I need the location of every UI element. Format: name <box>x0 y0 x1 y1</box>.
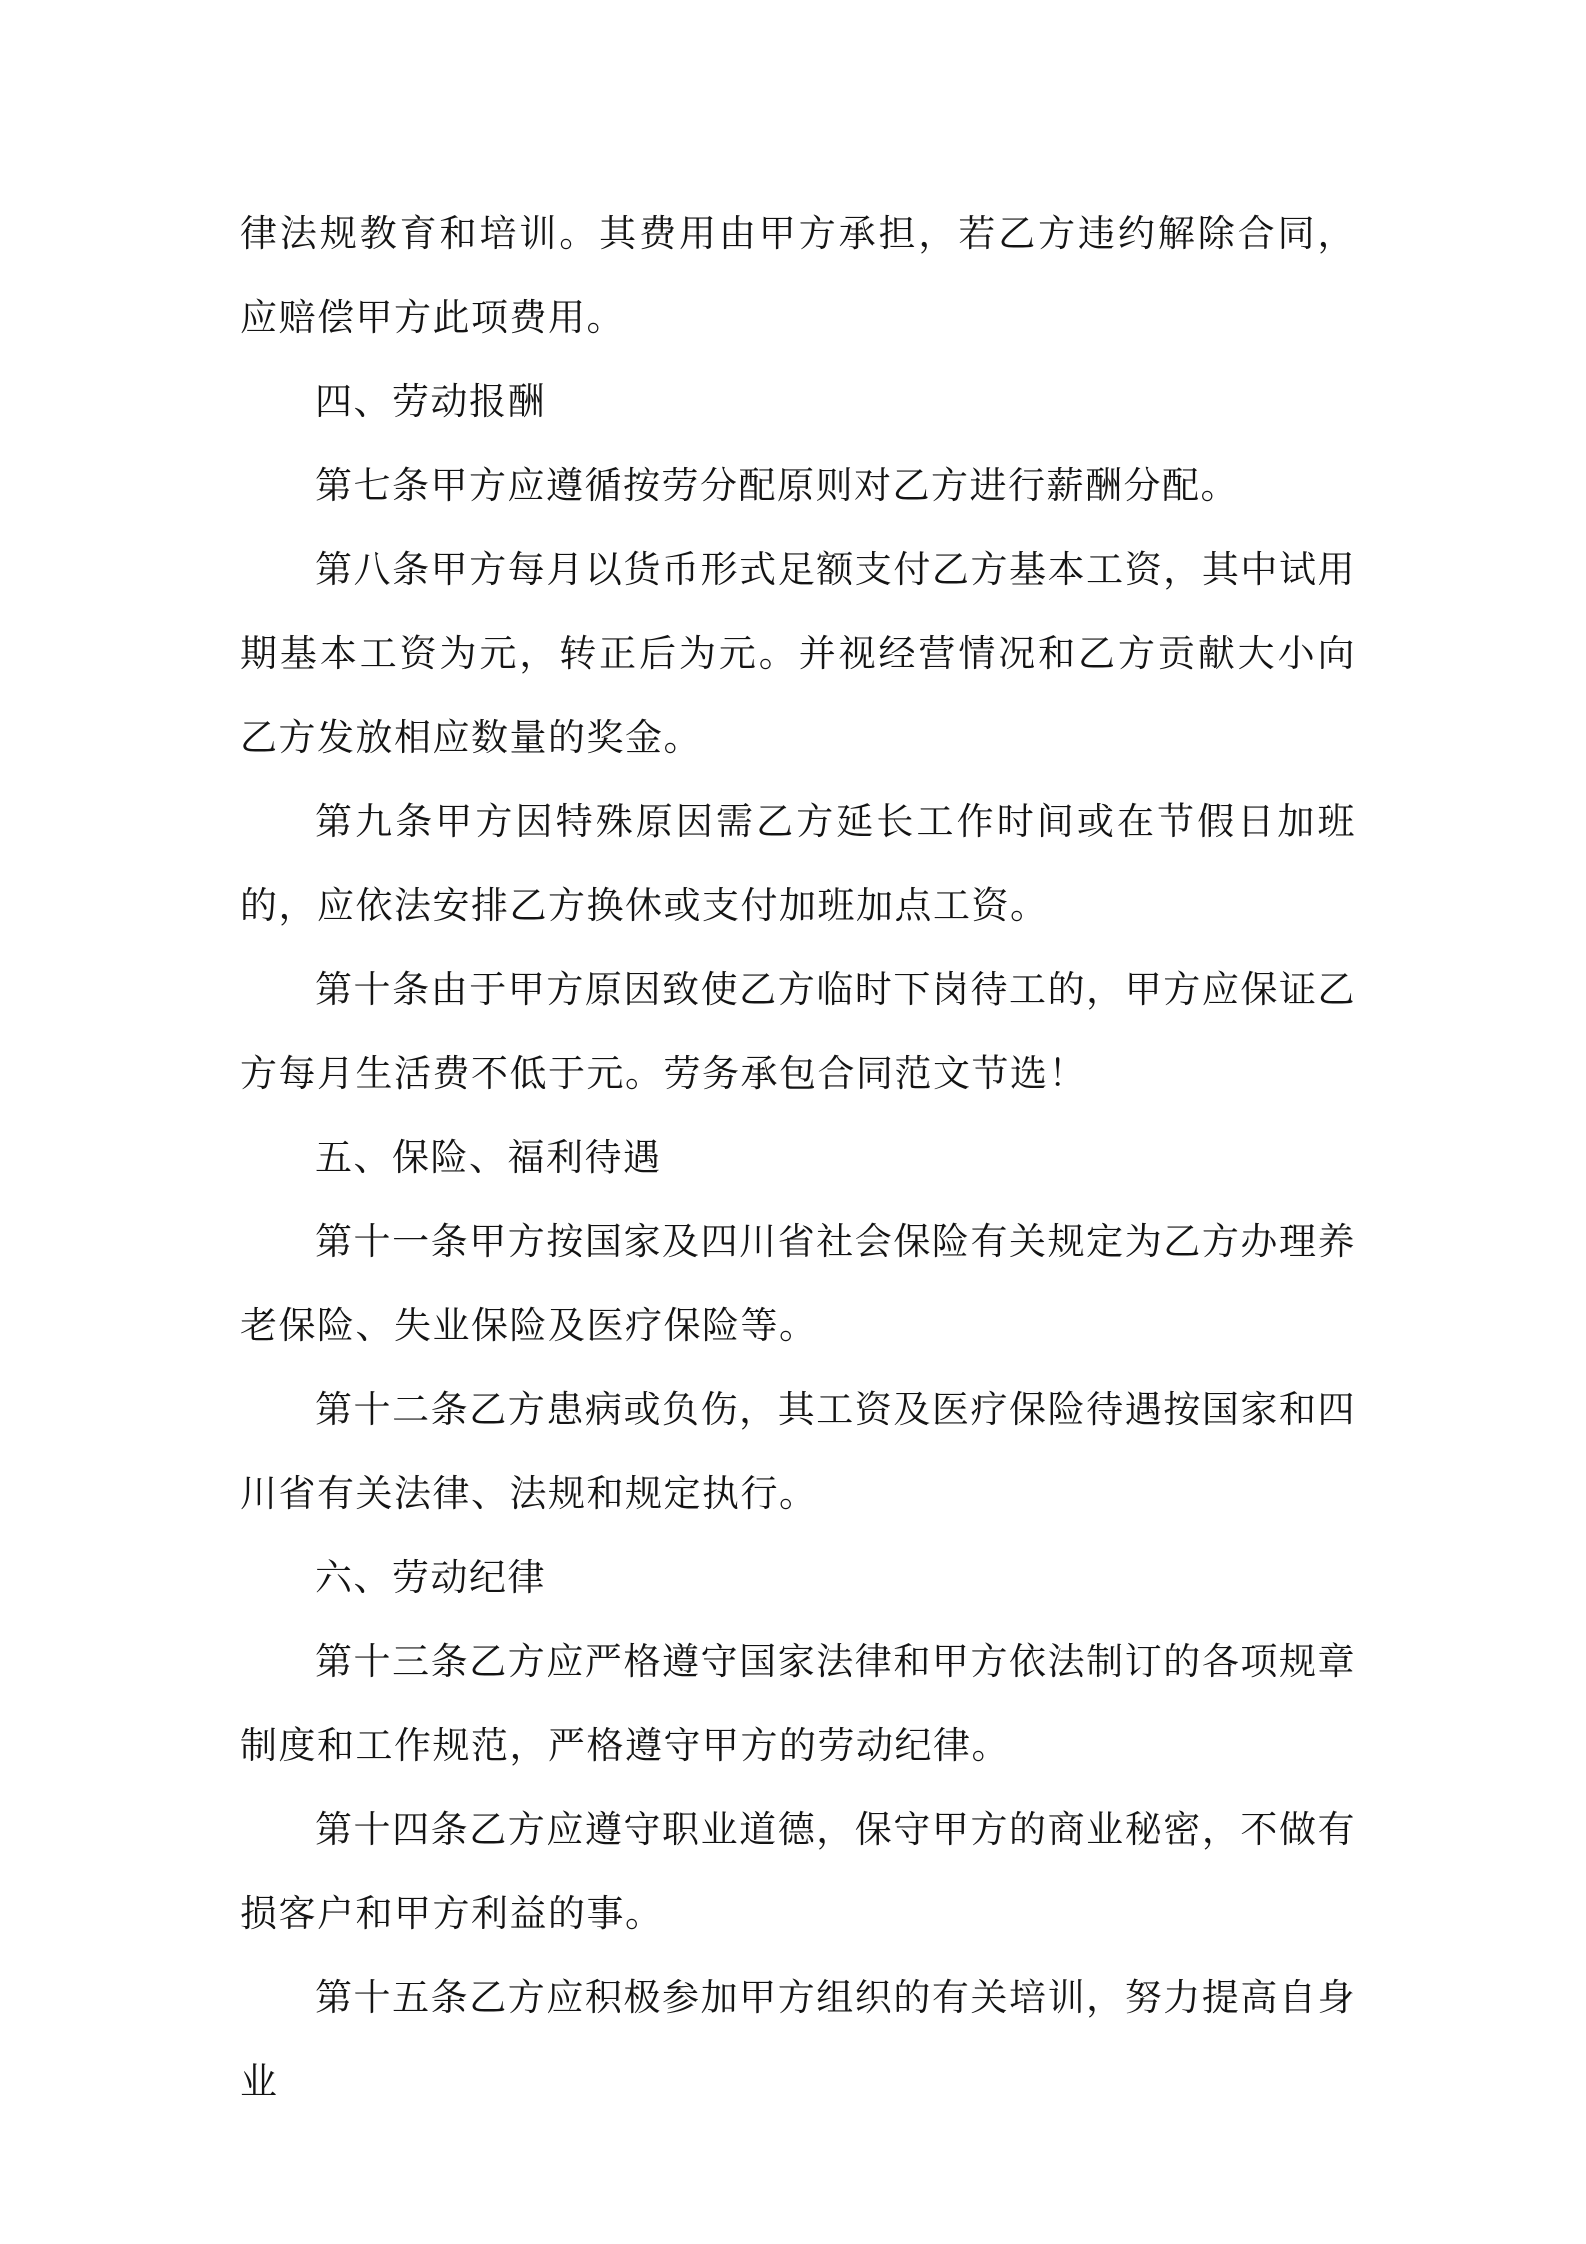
section-heading-labor-discipline: 六、劳动纪律 <box>315 1556 546 1599</box>
article-11: 第十一条甲方按国家及四川省社会保险有关规定为乙方办理养老保险、失业保险及医疗保险等。 <box>240 1220 1356 1347</box>
section-heading-labor-remuneration: 四、劳动报酬 <box>315 380 546 423</box>
article-8: 第八条甲方每月以货币形式足额支付乙方基本工资，其中试用期基本工资为元，转正后为元。并视经营情况和乙方贡献大小向乙方发放相应数量的奖金。 <box>240 548 1356 759</box>
article-9: 第九条甲方因特殊原因需乙方延长工作时间或在节假日加班的，应依法安排乙方换休或支付加班加点工资。 <box>240 800 1356 927</box>
paragraph-continuation: 律法规教育和培训。其费用由甲方承担，若乙方违约解除合同，应赔偿甲方此项费用。 <box>240 212 1356 339</box>
article-15: 第十五条乙方应积极参加甲方组织的有关培训，努力提高自身业 <box>240 1976 1356 2103</box>
article-12: 第十二条乙方患病或负伤，其工资及医疗保险待遇按国家和四川省有关法律、法规和规定执行。 <box>240 1388 1356 1515</box>
article-10: 第十条由于甲方原因致使乙方临时下岗待工的，甲方应保证乙方每月生活费不低于元。劳务承包合同范文节选！ <box>240 968 1356 1095</box>
section-heading-insurance-welfare: 五、保险、福利待遇 <box>315 1136 662 1179</box>
article-13: 第十三条乙方应严格遵守国家法律和甲方依法制订的各项规章制度和工作规范，严格遵守甲方的劳动纪律。 <box>240 1640 1356 1767</box>
article-7: 第七条甲方应遵循按劳分配原则对乙方进行薪酬分配。 <box>315 464 1239 507</box>
document-body <box>240 192 1356 2124</box>
article-14: 第十四条乙方应遵守职业道德，保守甲方的商业秘密，不做有损客户和甲方利益的事。 <box>240 1808 1356 1935</box>
